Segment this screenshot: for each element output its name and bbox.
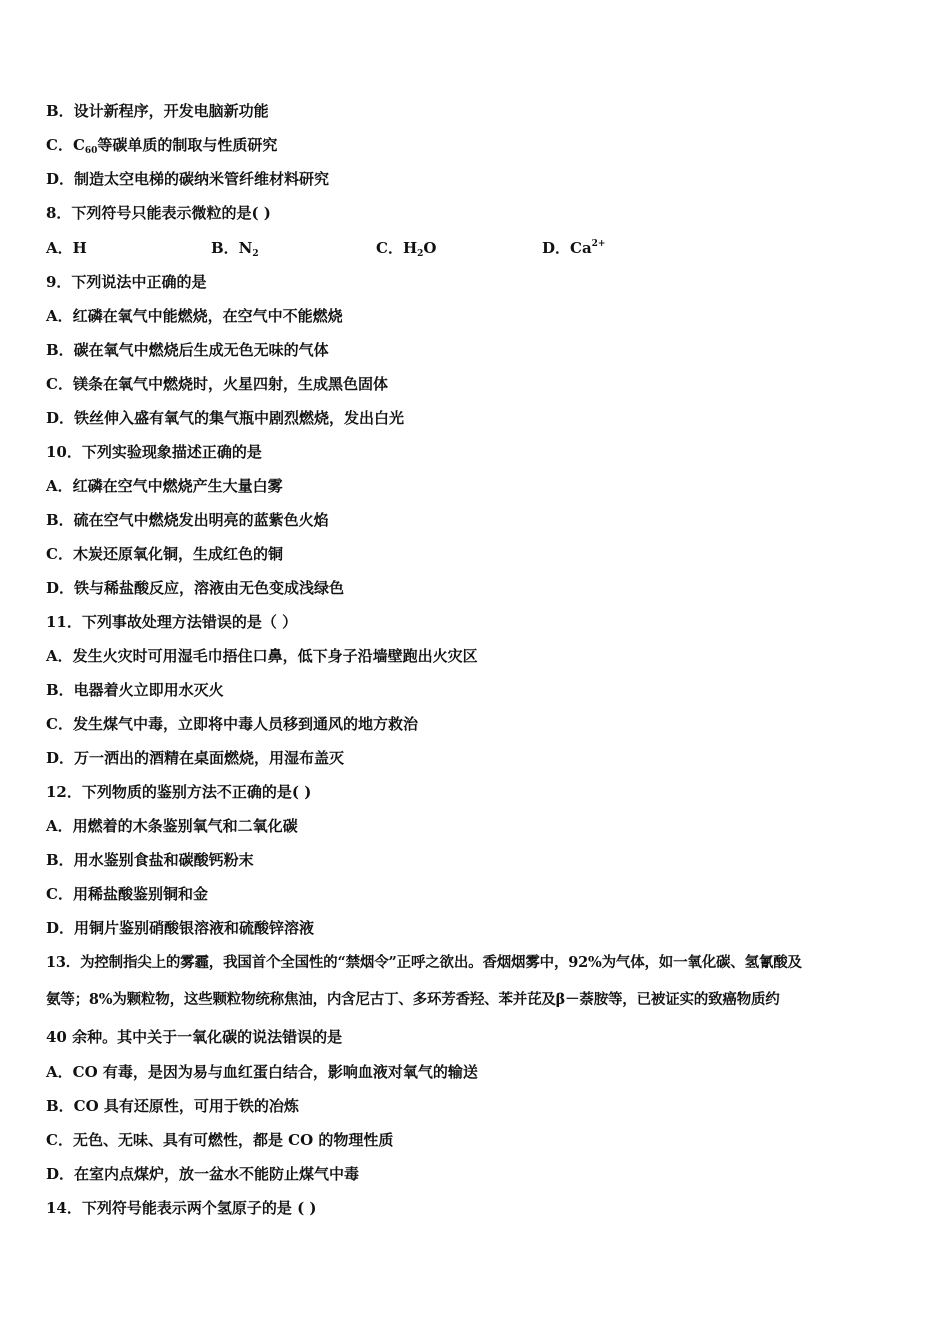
- q12-option-a: A．用燃着的木条鉴别氧气和二氧化碳: [46, 817, 298, 835]
- q8-stem: 8．下列符号只能表示微粒的是( ): [46, 204, 271, 222]
- q13-stem-line-3: 40 余种。其中关于一氧化碳的说法错误的是: [46, 1028, 343, 1046]
- q8-option-a: A．H: [46, 239, 87, 257]
- q8-option-b-prefix: B．N: [211, 239, 253, 257]
- q13-option-c: C．无色、无味、具有可燃性，都是 CO 的物理性质: [46, 1131, 394, 1149]
- q8-option-c-subscript: 2: [417, 249, 424, 259]
- q8-option-d-superscript: 2+: [591, 239, 606, 249]
- q7-option-c: [46, 135, 910, 155]
- q13-option-b: B．CO 具有还原性，可用于铁的冶炼: [46, 1097, 299, 1115]
- q11-option-b: B．电器着火立即用水灭火: [46, 681, 224, 699]
- q7-option-c-subscript: 60: [84, 146, 98, 156]
- q8-option-b: [211, 238, 259, 258]
- q11-option-c: C．发生煤气中毒，立即将中毒人员移到通风的地方救治: [46, 715, 418, 733]
- q7-option-c-prefix: C．C: [46, 136, 85, 154]
- q10-option-c: C．木炭还原氧化铜，生成红色的铜: [46, 545, 283, 563]
- q10-option-a: A．红磷在空气中燃烧产生大量白雾: [46, 477, 283, 495]
- q11-option-a: A．发生火灾时可用湿毛巾捂住口鼻，低下身子沿墙壁跑出火灾区: [46, 647, 478, 665]
- q14-stem: 14．下列符号能表示两个氢原子的是 ( ): [46, 1199, 317, 1217]
- q9-option-b: B．碳在氧气中燃烧后生成无色无味的气体: [46, 341, 329, 359]
- q8-option-b-subscript: 2: [252, 249, 259, 259]
- q9-stem: 9．下列说法中正确的是: [46, 273, 207, 291]
- q10-stem: 10．下列实验现象描述正确的是: [46, 443, 262, 461]
- q12-option-d: D．用铜片鉴别硝酸银溶液和硫酸锌溶液: [46, 919, 315, 937]
- q12-option-c: C．用稀盐酸鉴别铜和金: [46, 885, 208, 903]
- q11-stem: 11．下列事故处理方法错误的是（ ）: [46, 613, 298, 631]
- q9-option-a: A．红磷在氧气中能燃烧，在空气中不能燃烧: [46, 307, 343, 325]
- q10-option-b: B．硫在空气中燃烧发出明亮的蓝紫色火焰: [46, 511, 329, 529]
- q12-stem: 12．下列物质的鉴别方法不正确的是( ): [46, 783, 312, 801]
- q9-option-d: D．铁丝伸入盛有氧气的集气瓶中剧烈燃烧，发出白光: [46, 409, 405, 427]
- q8-option-d: [542, 238, 605, 258]
- q8-option-c-prefix: C．H: [376, 239, 418, 257]
- q12-option-b: B．用水鉴别食盐和碳酸钙粉末: [46, 851, 254, 869]
- q9-option-c: C．镁条在氧气中燃烧时，火星四射，生成黑色固体: [46, 375, 388, 393]
- q11-option-d: D．万一洒出的酒精在桌面燃烧，用湿布盖灭: [46, 749, 345, 767]
- q10-option-d: D．铁与稀盐酸反应，溶液由无色变成浅绿色: [46, 579, 345, 597]
- q7-option-c-text: 等碳单质的制取与性质研究: [97, 136, 278, 154]
- q8-option-c: [376, 238, 436, 258]
- q13-option-a: A．CO 有毒，是因为易与血红蛋白结合，影响血液对氧气的输送: [46, 1063, 478, 1081]
- q8-option-d-prefix: D．Ca: [542, 239, 592, 257]
- q13-option-d: D．在室内点煤炉，放一盆水不能防止煤气中毒: [46, 1165, 360, 1183]
- q7-option-d: D．制造太空电梯的碳纳米管纤维材料研究: [46, 170, 330, 188]
- q7-option-b: B．设计新程序，开发电脑新功能: [46, 102, 269, 120]
- q13-stem-line-2: 氨等；8%为颗粒物，这些颗粒物统称焦油，内含尼古丁、多环芳香羟、苯并芘及β－萘胺等，已被证实的致癌物质约: [46, 991, 780, 1008]
- q13-stem-line-1: 13．为控制指尖上的雾霾，我国首个全国性的“禁烟令”正呼之欲出。香烟烟雾中，92%为气体，如一氧化碳、氢氰酸及: [46, 954, 802, 971]
- q8-option-c-suffix: O: [423, 239, 437, 257]
